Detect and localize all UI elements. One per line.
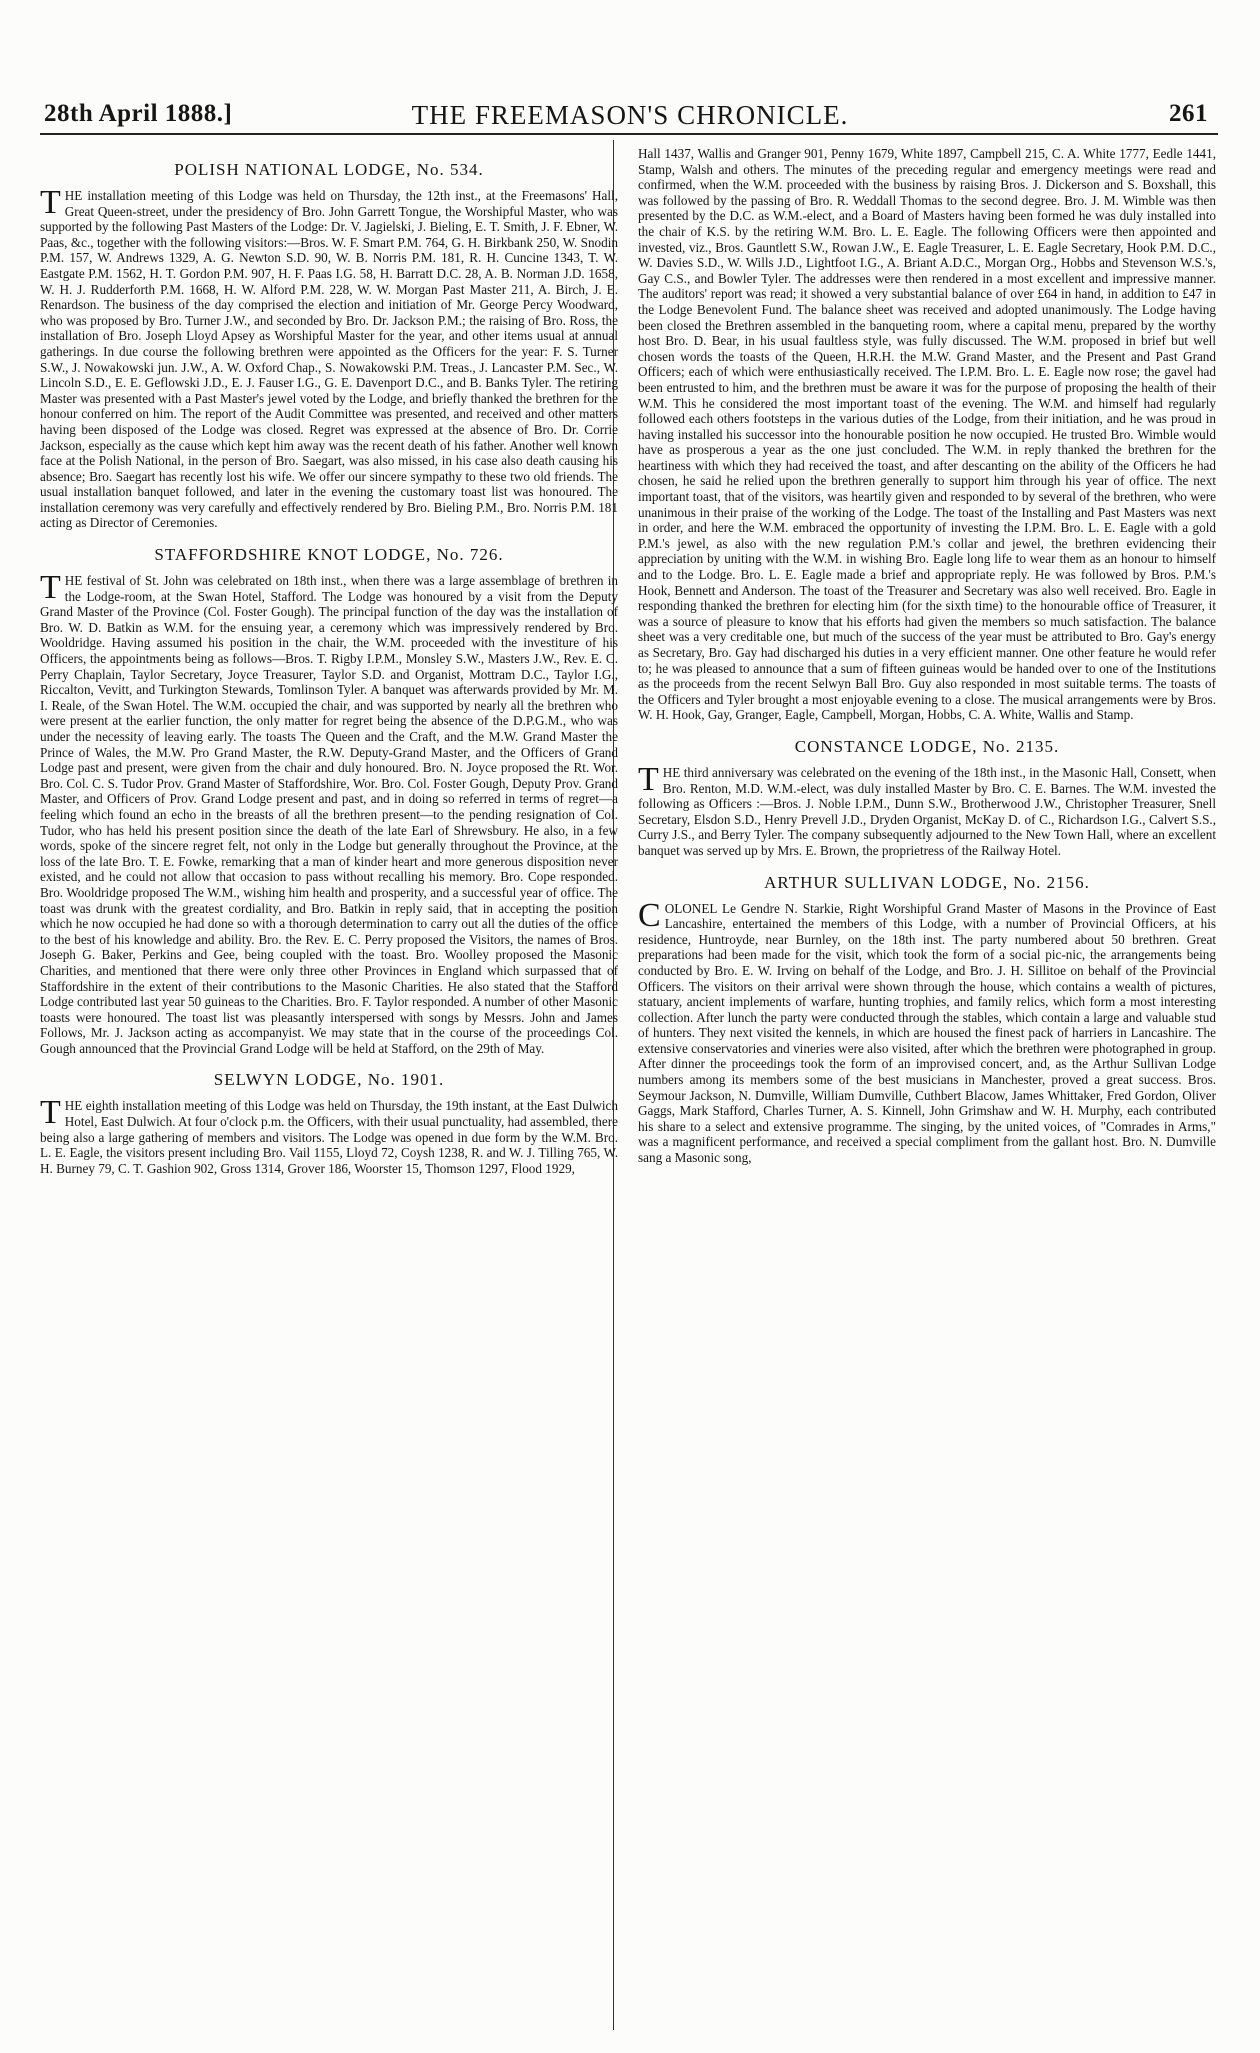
article-text: OLONEL Le Gendre N. Starkie, Right Worshipful Grand Master of Masons in the Province of East Lancashire, entertained the members of this Lodge, with a number of Provincial Officers, at his residence, Huntroyde, near Burnley, on the 18th inst. The party numbered about 50 brethren. Great preparations had been made for the visit, which took the form of a social pic-nic, the arrangements being conducted by Bro. E. W. Irving on behalf of the Lodge, and Bro. J. H. Sillitoe on behalf of the Provincial Officers. The visitors on their arrival were shown through the house, which contains a wealth of pictures, statuary, ancient implements of warfare, hunting trophies, and family relics, which form a most interesting collection. After lunch the party were conducted through the stables, which contain a large and valuable stud of hunters. They next visited the kennels, in which are housed the finest pack of harriers in Lancashire. The extensive conservatories and vineries were also visited, after which the brethren were photographed in group. After dinner the proceedings took the form of an improvised concert, and, as the Arthur Sullivan Lodge numbers among its members some of the best musicians in Manchester, proved a great success. Bros. Seymour Jackson, N. Dumville, William Dumville, Cuthbert Blacow, James Whittaker, Fred Gordon, Oliver Gaggs, Mark Stafford, Charles Turner, A. S. Kinnell, John Grimshaw and W. H. Murphy, each contributed his share to a select and extensive programme. The singing, by the united voices, of "Comrades in Arms," was a magnificent performance, and received a special compliment from the gallant host. Bro. N. Dumville sang a Masonic song,: [638, 900, 1216, 1166]
article-text: HE installation meeting of this Lodge was held on Thursday, the 12th inst., at the Freemasons' Hall, Great Queen-street, under the presidency of Bro. John Garrett Tongue, the Worshipful Master, who was supported by the following Past Masters of the Lodge: Dr. V. Jagielski, J. Bieling, E. T. Smith, J. F. Ebner, W. Paas, &c., together with the following visitors:—Bros. W. F. Smart P.M. 764, G. H. Birkbank 250, W. Snodin P.M. 157, W. Andrews 1329, A. G. Newton S.D. 90, W. B. Norris P.M. 181, R. H. Cuncine 1343, T. W. Eastgate P.M. 1562, H. T. Gordon P.M. 907, H. F. Paas I.G. 58, H. Barratt D.C. 28, A. B. Norman J.D. 1658, W. H. J. Rudderforth P.M. 1668, H. W. Alford P.M. 228, W. W. Morgan Past Master 211, A. Birch, J. E. Renardson. The business of the day comprised the election and initiation of Mr. George Percy Woodward, who was proposed by Bro. Turner J.W., and seconded by Bro. Dr. Jackson P.M.; the raising of Bro. Ross, the installation of Bro. Joseph Lloyd Apsey as Worshipful Master for the year, and other items usual at annual gatherings. In due course the following brethren were appointed as the Officers for the year: F. S. Turner S.W., J. Nowakowski jun. J.W., A. W. Oxford Chap., S. Nowakowski P.M. Treas., J. Lancaster P.M. Sec., W. Lincoln S.D., E. E. Geflowski J.D., E. J. Fauser I.G., G. E. Davenport D.C., and B. Banks Tyler. The retiring Master was presented with a Past Master's jewel voted by the Lodge, and briefly thanked the brethren for the honour conferred on him. The report of the Audit Committee was presented, and received and other matters having been disposed of the Lodge was closed. Regret was expressed at the absence of Bro. Dr. Corrie Jackson, especially as the cause which kept him away was the recent death of his father. Another well known face at the Polish National, in the person of Bro. Saegart, was also missed, in his case also death causing his absence; Bro. Saegart has recently lost his wife. We offer our sincere sympathy to these two old friends. The usual installation banquet followed, and later in the evening the customary toast list was honoured. The installation ceremony was very carefully and effectively rendered by Bro. Bieling P.M., Bro. Norris P.M. 181 acting as Director of Ceremonies.: [40, 188, 618, 531]
drop-cap: T: [40, 184, 61, 221]
article-selwyn-lodge-continued: [638, 146, 1216, 723]
article-body: [40, 1094, 618, 1176]
article-polish-national-lodge: [40, 160, 618, 531]
article-title: SELWYN LODGE, No. 1901.: [213, 1070, 445, 1090]
article-constance-lodge: [638, 737, 1216, 859]
article-text: HE eighth installation meeting of this Lodge was held on Thursday, the 19th instant, at the East Dulwich Hotel, East Dulwich. At four o'clock p.m. the Officers, with their usual punctuality, had assembled, there being also a large gathering of members and visitors. The Lodge was opened in due form by the W.M. Bro. L. E. Eagle, the visitors present including Bro. Vail 1155, Lloyd 72, Coysh 1238, R. and W. J. Tilling 765, W. H. Burney 79, C. T. Gashion 902, Gross 1314, Grover 186, Woorster 15, Thomson 1297, Flood 1929,: [40, 1098, 618, 1176]
article-body: [638, 896, 1216, 1166]
issue-date: 28th April 1888.]: [44, 100, 233, 127]
article-selwyn-lodge: [40, 1070, 618, 1176]
page-number: 261: [1169, 100, 1208, 127]
article-title: ARTHUR SULLIVAN LODGE, No. 2156.: [764, 872, 1090, 892]
publication-title: THE FREEMASON'S CHRONICLE.: [411, 100, 849, 130]
article-title: CONSTANCE LODGE, No. 2135.: [794, 736, 1060, 756]
article-title: POLISH NATIONAL LODGE, No. 534.: [174, 160, 484, 179]
drop-cap: T: [40, 1094, 61, 1132]
article-text: Hall 1437, Wallis and Granger 901, Penny 1679, White 1897, Campbell 215, C. A. White 1777, Eedle 1441, Stamp, Walsh and others. The minutes of the preceding regular and emergency meetings were read and confirmed, when the W.M. proceeded with the business by raising Bros. J. Dickerson and S. Boxshall, this was followed by the passing of Bro. R. Weddall Thomas to the second degree. Bro. J. M. Wimble was then presented by the D.C. as W.M.-elect, and a Board of Masters having been formed he was duly installed into the chair of K.S. by the retiring W.M. Bro. L. E. Eagle. The following Officers were then appointed and invested, viz., Bros. Gauntlett S.W., Rowan J.W., E. Eagle Treasurer, L. E. Eagle Secretary, Hook P.M. D.C., W. Davies S.D., W. Wills J.D., Lightfoot I.G., A. Briant A.D.C., Morgan Org., Hobbs and Stevenson W.S.'s, Gay C.S., and Bowler Tyler. The addresses were then rendered in a most excellent and impressive manner. The auditors' report was read; it showed a very substantial balance of over £64 in hand, in addition to £47 in the Lodge Benevolent Fund. The balance sheet was received and adopted unanimously. The Lodge having been closed the Brethren assembled in the banqueting room, where a capital menu, prepared by the worthy host Bro. D. Bear, in his usual faultless style, was fully discussed. The W.M. proposed in brief but well chosen words the toasts of the Queen, H.R.H. the M.W. Grand Master, and the Present and Past Grand Officers; each of which were enthusiastically received. The I.P.M. Bro. L. E. Eagle now rose; the gavel had been entrusted to him, and the brethren must be aware it was for the purpose of proposing the health of their W.M. This he considered the most important toast of the evening. The W.M. and himself had regularly followed each others footsteps in the various duties of the Lodge, from their initiation, and he was proud in having installed his successor into the honourable position he now occupied. He trusted Bro. Wimble would have as prosperous a year as the one just concluded. The W.M. in reply thanked the brethren for the heartiness with which they had received the toast, and after descanting on the ability of the Officers he had chosen, he said he relied upon the brethren generally to support him through his year of office. The next important toast, that of the visitors, was heartily given and responded to by several of the brethren, who were unanimous in their praise of the working of the Lodge. The toast of the Installing and Past Masters was next in order, and here the W.M. embraced the opportunity of investing the I.P.M. Bro. L. E. Eagle with a gold P.M.'s jewel, as also with the new regulation P.M.'s collar and jewel, the brethren evidencing their appreciation by uniting with the W.M. in wishing Bro. Eagle long life to wear them as an honour to himself and to the Lodge. Bro. L. E. Eagle made a brief and appropriate reply. He was followed by Bros. P.M.'s Hook, Bennett and Anderson. The toast of the Treasurer and Secretary was also well received. Bro. Eagle in responding thanked the brethren for electing him (for the sixth time) to the honourable office of Treasurer, it was a source of pleasure to know that his efforts had given the members so much satisfaction. The balance sheet was a very creditable one, but much of the success of the year must be attributed to Bro. Gay's energy as Secretary, Bro. Gay had discharged his duties in a very efficient manner. One other feature he would refer to; he was pleased to announce that a sum of fifteen guineas would be handed over to one of the Institutions as the proceeds from the recent Selwyn Ball Bro. Guy also responded in most suitable terms. The toasts of the Officers and Tyler brought a most enjoyable evening to a close. The musical arrangements were by Bros. W. H. Hook, Gay, Granger, Eagle, Campbell, Morgan, Hobbs, C. A. White, Wallis and Stamp.: [638, 146, 1216, 723]
article-title: STAFFORDSHIRE KNOT LODGE, No. 726.: [154, 545, 504, 565]
article-body: [40, 569, 618, 1056]
drop-cap: T: [638, 760, 659, 798]
article-text: HE festival of St. John was celebrated on 18th inst., when there was a large assemblage of brethren in the Lodge-room, at the Swan Hotel, Stafford. The Lodge was honoured by a visit from the Deputy Grand Master of the Province (Col. Foster Gough). The principal function of the day was the installation of Bro. W. D. Batkin as W.M. for the ensuing year, a ceremony which was impressively rendered by Bro. Wooldridge. Having assumed his position in the chair, the W.M. proceeded with the investiture of his Officers, the appointments being as follows—Bros. T. Rigby I.P.M., Monsley S.W., Masters J.W., Rev. E. C. Perry Chaplain, Taylor Secretary, Joyce Treasurer, Taylor S.D. and Organist, Mottram D.C., Taylor I.G., Riccalton, Vevitt, and Turkington Stewards, Tomlinson Tyler. A banquet was afterwards provided by Mr. M. I. Reale, of the Swan Hotel. The W.M. occupied the chair, and was supported by nearly all the brethren who were present at the earlier function, the only matter for regret being the absence of the D.P.G.M., who was under the necessity of leaving early. The toasts The Queen and the Craft, and the M.W. Grand Master the Prince of Wales, the M.W. Pro Grand Master, the R.W. Deputy-Grand Master, and the Officers of Grand Lodge past and present, were given from the chair and duly honoured. Bro. N. Joyce proposed the Rt. Wor. Bro. Col. C. S. Tudor Prov. Grand Master of Staffordshire, Wor. Bro. Col. Foster Gough, Deputy Prov. Grand Master, and Officers of Prov. Grand Lodge present and past, and in doing so referred in terms of regret—a feeling which found an echo in the breasts of all the brethren present—to the pending resignation of Col. Tudor, who has held his present position since the death of the late Earl of Shrewsbury. He also, in a few words, spoke of the sincere regret felt, not only in the Lodge but generally throughout the Province, at the loss of the late Bro. T. E. Fowke, remarking that a man of kinder heart and more generous disposition never existed, and he could not allow that occasion to pass without recalling his memory. Bro. Cope responded. Bro. Wooldridge proposed The W.M., wishing him health and prosperity, and a successful year of office. The toast was drunk with the greatest cordiality, and Bro. Batkin in reply said, that in accepting the position which he now occupied he had done so with a thorough determination to carry out all the duties of the office to the best of his knowledge and ability. Bro. the Rev. E. C. Perry proposed the Visitors, the names of Bros. Joseph G. Baker, Perkins and Gee, being coupled with the toast. Bro. Woolley proposed the Masonic Charities, and mentioned that there were only three other Provinces in England which surpassed that of Staffordshire in the extent of their contributions to the Masonic Charities. He also stated that the Stafford Lodge contributed last year 50 guineas to the Charities. Bro. F. Taylor responded. A number of other Masonic toasts were honoured. The toast list was pleasantly interspersed with songs by Messrs. John and James Follows, Mr. J. Jackson acting as accompanyist. We may state that in the course of the proceedings Col. Gough announced that the Provincial Grand Lodge will be held at Stafford, on the 29th of May.: [40, 573, 618, 1056]
drop-cap: T: [40, 569, 61, 607]
article-body: [40, 184, 618, 531]
right-column: [638, 146, 1216, 2036]
left-column: [40, 146, 618, 2036]
article-arthur-sullivan-lodge: [638, 873, 1216, 1166]
drop-cap: C: [638, 896, 661, 934]
article-staffordshire-knot-lodge: [40, 545, 618, 1056]
article-text: HE third anniversary was celebrated on the evening of the 18th inst., in the Masonic Hall, Consett, when Bro. Renton, M.D. W.M.-elect, was duly installed Master by Bro. C. E. Barnes. The W.M. invested the following as Officers :—Bros. J. Noble I.P.M., Dunn S.W., Brotherwood J.W., Christopher Treasurer, Snell Secretary, Elsdon S.D., Henry Prevell J.D., Dryden Organist, McKay D. of C., Richardson I.G., Calvert S.S., Curry J.S., and Berry Tyler. The company subsequently adjourned to the New Town Hall, where an excellent banquet was served up by Mrs. E. Brown, the proprietress of the Railway Hotel.: [638, 764, 1216, 858]
article-body: [638, 760, 1216, 859]
header-rule: [40, 133, 1218, 135]
